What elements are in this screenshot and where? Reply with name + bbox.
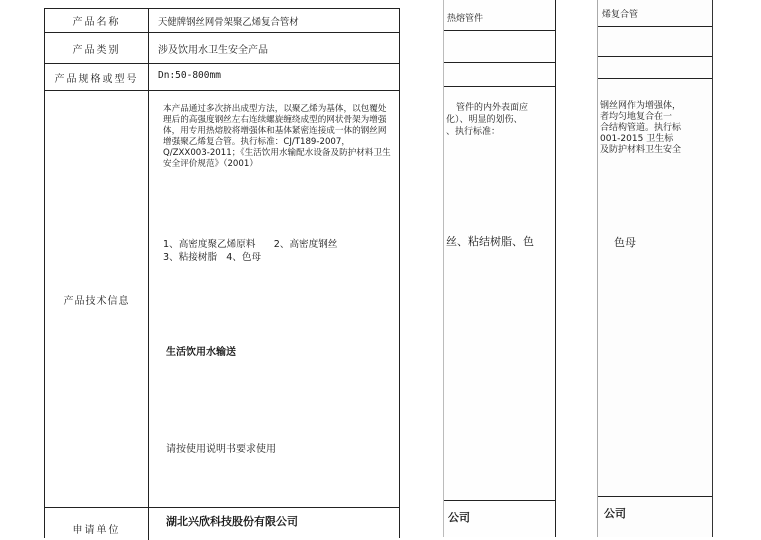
- product-category-label: 产品类别: [45, 33, 149, 63]
- product-spec-label: 产品规格或型号: [45, 64, 149, 90]
- product-category-value: 涉及饮用水卫生安全产品: [158, 45, 268, 56]
- back-sheet-2-desc-line: 钢丝网作为增强体，: [600, 101, 682, 111]
- row-product-spec: [45, 64, 399, 91]
- product-spec-value: Dn:50-800mm: [158, 70, 221, 81]
- applicant-company: 湖北兴欣科技股份有限公司: [166, 515, 298, 528]
- back-sheet-1-desc-line: 管件的内外表面应: [456, 103, 529, 113]
- applicant-label: 申请单位: [45, 508, 149, 540]
- back-sheet-2-desc-line: 者均匀地复合在一: [600, 112, 673, 122]
- back-document-sheet-1: [443, 0, 556, 537]
- usage-text: 生活饮用水输送: [166, 347, 236, 358]
- materials-line-1: 1、高密度聚乙烯原料 2、高密度钢丝: [163, 239, 338, 250]
- usage-instruction: 请按使用说明书要求使用: [166, 444, 276, 455]
- back-sheet-1-company: 公司: [448, 511, 470, 524]
- tech-description: 本产品通过多次挤出成型方法，以聚乙烯为基体，以包覆处理后的高强度钢丝左右连续螺旋缠绕成型的网状骨架为增强体，用专用热熔胶将增强体和基体紧密连接成一体的钢丝网增强聚乙烯复合管。执行标准：CJ/T189-2007，Q/ZXX003-2011；《生活饮用水输配水设备及防护材料卫生安全评价规范》（2001）: [163, 104, 391, 169]
- product-name-label: 产品名称: [45, 9, 149, 32]
- back-sheet-2-title: 烯复合管: [602, 10, 639, 20]
- back-sheet-2-desc-line: 001-2015 卫生标: [600, 134, 674, 144]
- back-sheet-2-materials: 色母: [614, 236, 636, 249]
- back-sheet-2-desc-line: 合结构管道。执行标: [600, 123, 682, 133]
- row-product-tech-info: [45, 91, 399, 508]
- back-sheet-1-desc-line: 化）、明显的划伤、: [446, 115, 523, 125]
- back-sheet-2-desc-line: 及防护材料卫生安全: [600, 145, 682, 155]
- back-sheet-2-company: 公司: [604, 507, 626, 520]
- product-info-form: [44, 8, 400, 538]
- back-sheet-1-materials: 丝、粘结树脂、色: [446, 235, 534, 248]
- materials-line-2: 3、粘接树脂 4、色母: [163, 252, 262, 263]
- row-applicant: [45, 508, 399, 540]
- back-sheet-1-title: 热熔管件: [447, 14, 484, 24]
- back-document-sheet-2: [597, 0, 713, 537]
- row-product-name: [45, 9, 399, 33]
- row-product-category: [45, 33, 399, 64]
- product-name-value: 天健牌钢丝网骨架聚乙烯复合管材: [158, 17, 299, 28]
- back-sheet-1-desc-line: 、执行标准：: [446, 127, 501, 137]
- tech-info-label: 产品技术信息: [45, 91, 149, 507]
